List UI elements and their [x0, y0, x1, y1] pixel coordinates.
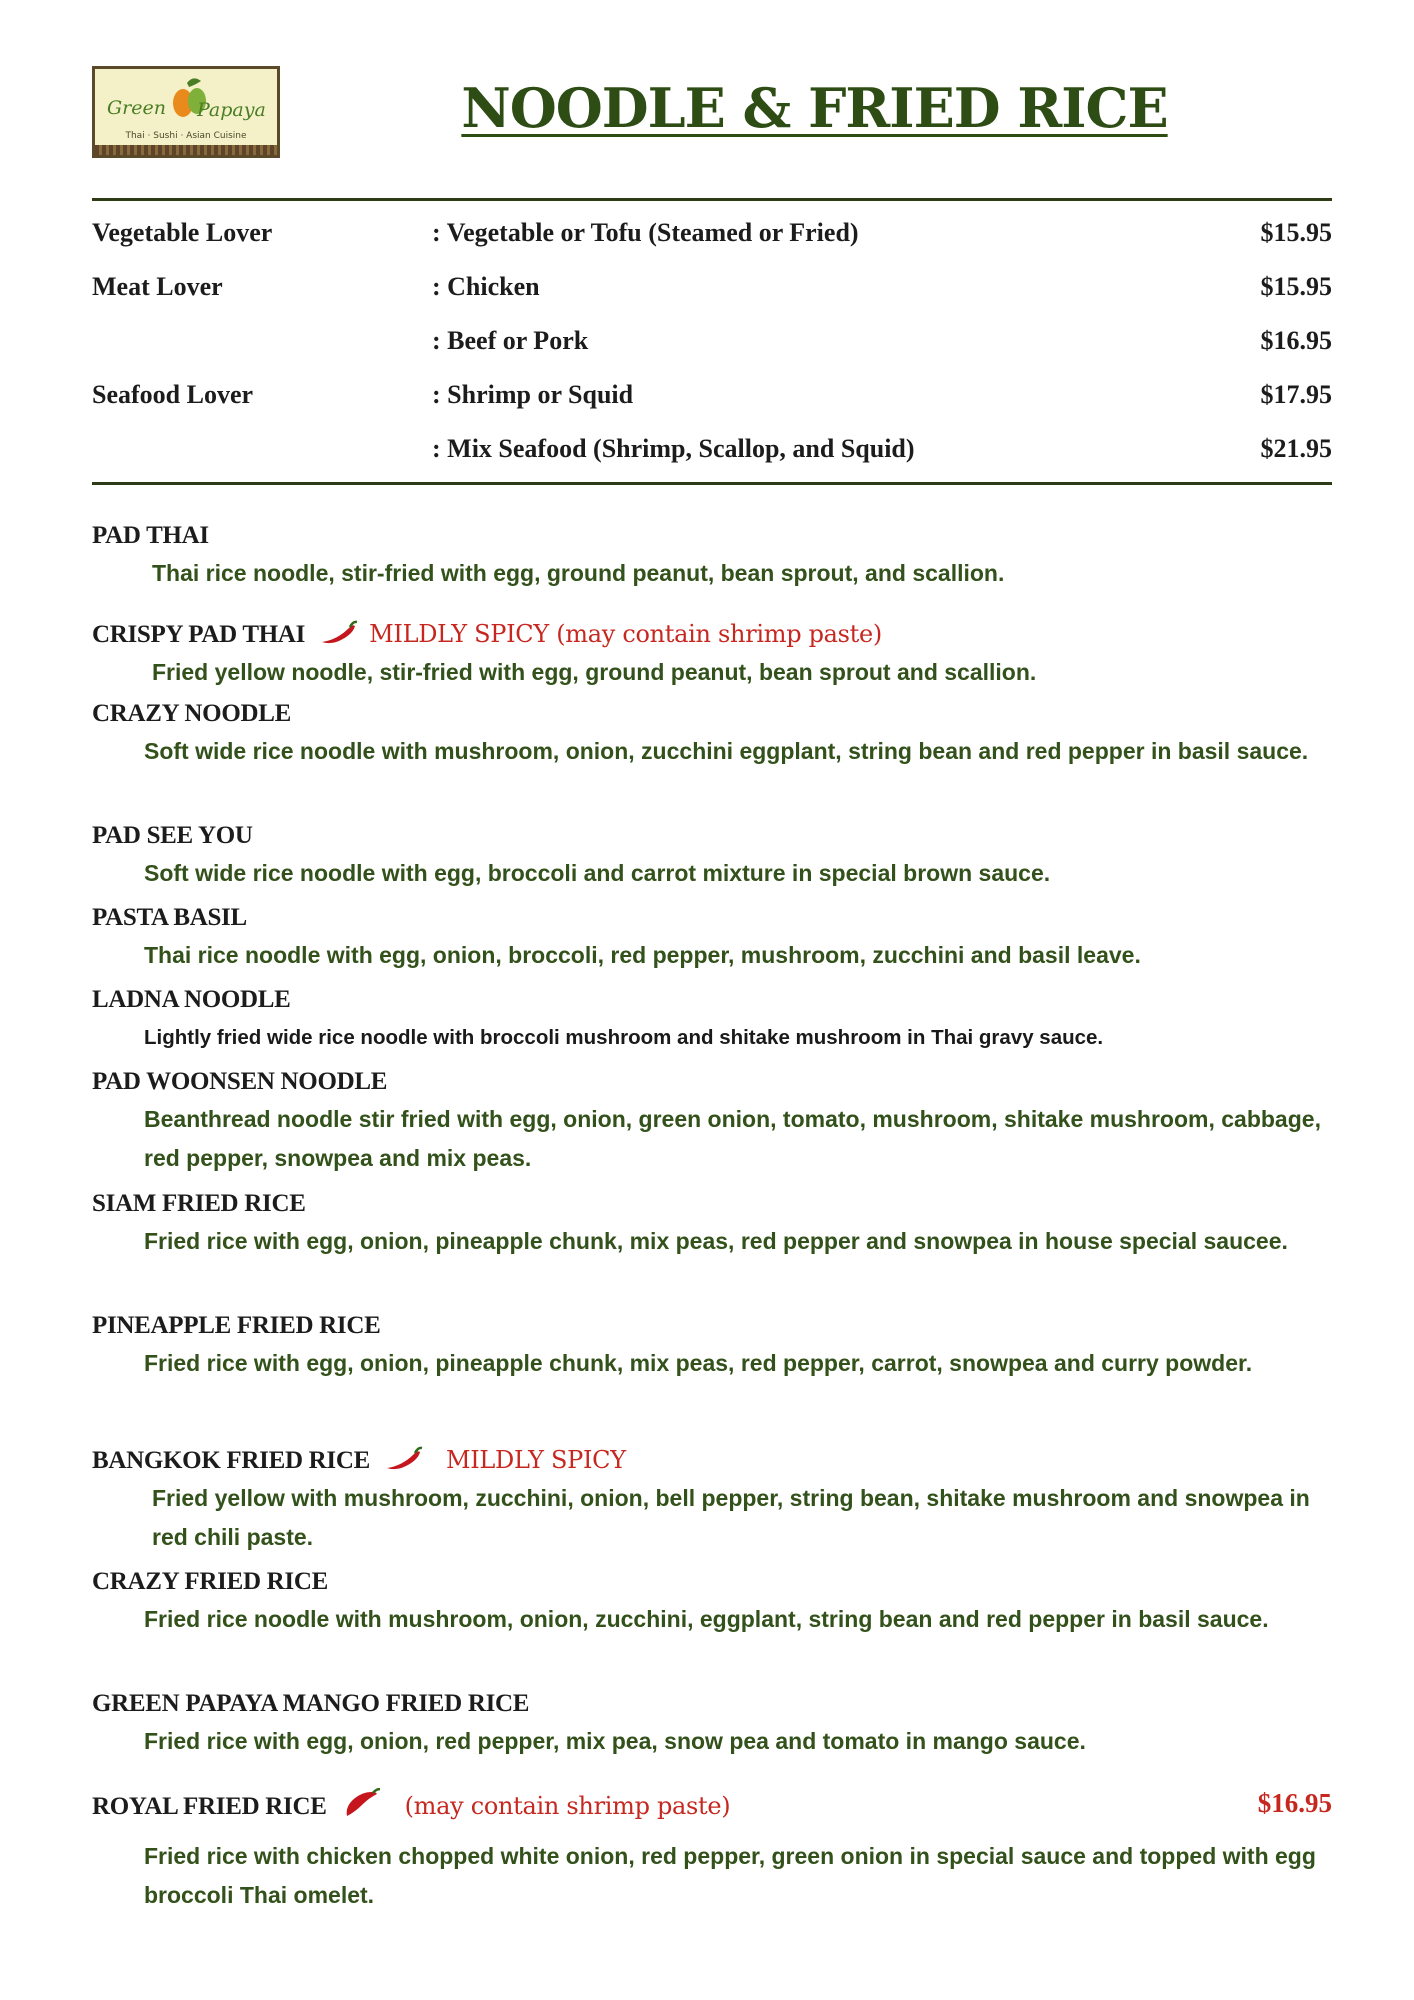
item-description: Soft wide rice noodle with mushroom, onion, zucchini eggplant, string bean and red pepper in basil sauce. — [144, 738, 1309, 764]
spicy-note: MILDLY SPICY — [445, 1446, 626, 1474]
page-title: NOODLE & FRIED RICE — [461, 76, 1168, 140]
item-description: Fried rice with egg, onion, pineapple chunk, mix peas, red pepper and snowpea in house special saucee. — [144, 1228, 1288, 1254]
menu-item — [92, 1788, 1332, 1915]
item-description: Fried rice with egg, onion, red pepper, mix pea, snow pea and tomato in mango sauce. — [144, 1728, 1086, 1754]
price-category: Meat Lover — [92, 272, 223, 301]
menu-item — [92, 1312, 1342, 1383]
item-name: PAD SEE YOU — [92, 822, 253, 849]
item-name: SIAM FRIED RICE — [92, 1190, 306, 1217]
menu-item — [92, 1190, 1342, 1261]
chili-pepper-icon — [341, 1788, 381, 1825]
item-name: PASTA BASIL — [92, 904, 247, 931]
price-option: : Shrimp or Squid — [432, 380, 634, 409]
logo-tagline: Thai · Sushi · Asian Cuisine — [125, 131, 247, 141]
menu-item — [92, 522, 1342, 593]
menu-item — [92, 620, 1342, 692]
shrimp-paste-note: (may contain shrimp paste) — [404, 1792, 731, 1820]
price-value: $17.95 — [1260, 380, 1332, 409]
price-value: $15.95 — [1260, 272, 1332, 301]
menu-item — [92, 1068, 1342, 1178]
item-description: Fried yellow with mushroom, zucchini, onion, bell pepper, string bean, shitake mushroom and snowpea in red chili paste. — [152, 1485, 1310, 1550]
price-option: : Chicken — [432, 272, 540, 301]
menu-item — [92, 822, 1342, 893]
price-option: : Vegetable or Tofu (Steamed or Fried) — [432, 218, 859, 247]
price-category: Seafood Lover — [92, 380, 254, 409]
item-description: Fried rice noodle with mushroom, onion, zucchini, eggplant, string bean and red pepper in basil sauce. — [144, 1606, 1269, 1632]
item-name: BANGKOK FRIED RICE — [92, 1447, 370, 1474]
price-row — [92, 426, 1332, 480]
price-row — [92, 372, 1332, 426]
item-name: LADNA NOODLE — [92, 986, 291, 1013]
item-name: ROYAL FRIED RICE — [92, 1793, 327, 1820]
menu-item — [92, 700, 1342, 771]
chili-pepper-icon — [319, 620, 359, 653]
item-name: CRISPY PAD THAI — [92, 621, 306, 648]
item-description: Fried rice with egg, onion, pineapple chunk, mix peas, red pepper, carrot, snowpea and curry powder. — [144, 1350, 1253, 1376]
menu-item — [92, 1568, 1342, 1639]
price-value: $21.95 — [1260, 434, 1332, 463]
item-name: CRAZY NOODLE — [92, 700, 291, 727]
price-table — [92, 210, 1332, 480]
price-value: $16.95 — [1260, 326, 1332, 355]
menu-item — [92, 1446, 1342, 1557]
price-row — [92, 264, 1332, 318]
logo-word-papaya: Papaya — [197, 99, 266, 121]
divider-top — [92, 198, 1332, 201]
price-row — [92, 318, 1332, 372]
chili-pepper-icon — [384, 1446, 424, 1479]
spicy-note: MILDLY SPICY (may contain shrimp paste) — [369, 620, 882, 648]
menu-item — [92, 1690, 1342, 1761]
item-description: Fried yellow noodle, stir-fried with egg, ground peanut, bean sprout and scallion. — [152, 659, 1037, 685]
item-description: Fried rice with chicken chopped white onion, red pepper, green onion in special sauce and topped with egg broccoli Thai omelet. — [144, 1843, 1316, 1908]
item-description: Thai rice noodle with egg, onion, broccoli, red pepper, mushroom, zucchini and basil leave. — [144, 942, 1141, 968]
item-name: PAD THAI — [92, 522, 209, 549]
item-name: PAD WOONSEN NOODLE — [92, 1068, 388, 1095]
price-value: $15.95 — [1260, 218, 1332, 247]
menu-item — [92, 986, 1342, 1057]
item-description: Thai rice noodle, stir-fried with egg, ground peanut, bean sprout, and scallion. — [152, 560, 1005, 586]
price-option: : Beef or Pork — [432, 326, 589, 355]
item-name: GREEN PAPAYA MANGO FRIED RICE — [92, 1690, 530, 1717]
item-description: Soft wide rice noodle with egg, broccoli and carrot mixture in special brown sauce. — [144, 860, 1051, 886]
divider-bottom — [92, 482, 1332, 485]
price-category: Vegetable Lover — [92, 218, 273, 247]
item-description: Lightly fried wide rice noodle with broccoli mushroom and shitake mushroom in Thai gravy sauce. — [144, 1026, 1104, 1049]
logo-bottom-bar — [95, 145, 277, 155]
item-name: CRAZY FRIED RICE — [92, 1568, 328, 1595]
price-row — [92, 210, 1332, 264]
price-option: : Mix Seafood (Shrimp, Scallop, and Squid) — [432, 434, 915, 463]
menu-item — [92, 904, 1342, 975]
item-description: Beanthread noodle stir fried with egg, onion, green onion, tomato, mushroom, shitake mushroom, cabbage, red pepper, snowpea and mix peas. — [144, 1106, 1321, 1171]
logo-word-green: Green — [107, 97, 166, 119]
item-price: $16.95 — [1257, 1788, 1332, 1818]
item-name: PINEAPPLE FRIED RICE — [92, 1312, 381, 1339]
